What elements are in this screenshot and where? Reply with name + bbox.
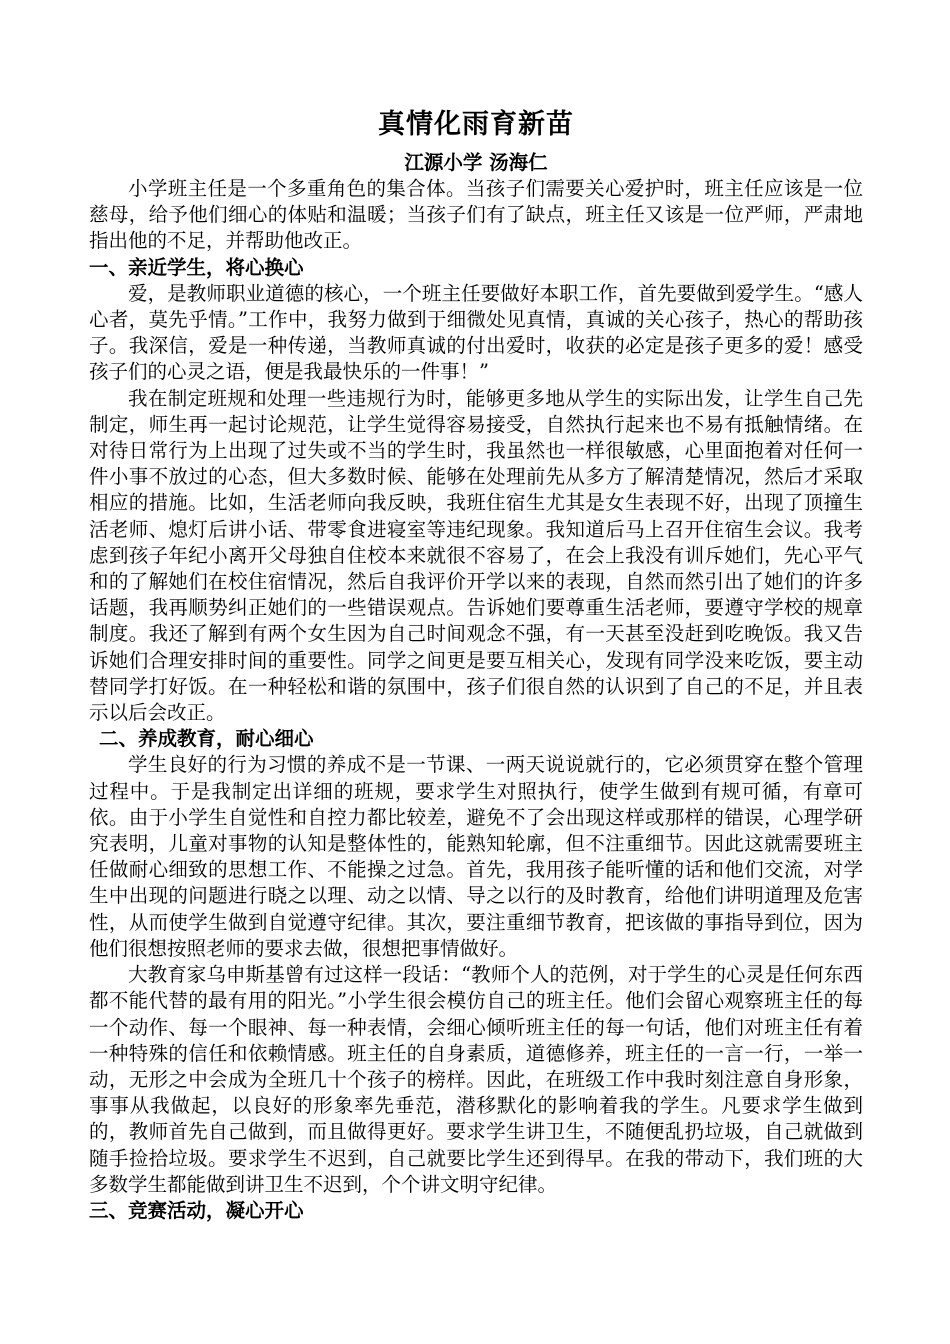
document-page [89,106,863,1224]
section-2-paragraph-2: 大教育家乌申斯基曾有过这样一段话：“教师个人的范例，对于学生的心灵是任何东西都不能代替的最有用的阳光。”小学生很会模仿自己的班主任。他们会留心观察班主任的每一个动作、每一个眼神、每一种表情，会细心倾听班主任的每一句话，他们对班主任有着一种特殊的信任和依赖情感。班主任的自身素质，道德修养，班主任的一言一行，一举一动，无形之中会成为全班几十个孩子的榜样。因此，在班级工作中我时刻注意自身形象，事事从我做起，以良好的形象率先垂范，潜移默化的影响着我的学生。凡要求学生做到的，教师首先自己做到，而且做得更好。要求学生讲卫生，不随便乱扔垃圾，自己就做到随手捡拾垃圾。要求学生不迟到，自己就要比学生还到得早。在我的带动下，我们班的大多数学生都能做到讲卫生不迟到，个个讲文明守纪律。 [89,963,863,1196]
author-byline: 江源小学 汤海仁 [404,151,548,174]
section-1-paragraph-2: 我在制定班规和处理一些违规行为时，能够更多地从学生的实际出发，让学生自己先制定，师生再一起讨论规范，让学生觉得容易接受，自然执行起来也不易有抵触情绪。在对待日常行为上出现了过失或不当的学生时，我虽然也一样很敏感，心里面抱着对任何一件小事不放过的心态，但大多数时候、能够在处理前先从多方了解清楚情况，然后才采取相应的措施。比如，生活老师向我反映，我班住宿生尤其是女生表现不好，出现了顶撞生活老师、熄灯后讲小话、带零食进寝室等违纪现象。我知道后马上召开住宿生会议。我考虑到孩子年纪小离开父母独自住校本来就很不容易了，在会上我没有训斥她们，先心平气和的了解她们在校住宿情况，然后自我评价开学以来的表现，自然而然引出了她们的许多话题，我再顺势纠正她们的一些错误观点。告诉她们要尊重生活老师，要遵守学校的规章制度。我还了解到有两个女生因为自己时间观念不强，有一天甚至没赶到吃晚饭。我又告诉她们合理安排时间的重要性。同学之间更是要互相关心，发现有同学没来吃饭，要主动替同学打好饭。在一种轻松和谐的氛围中，孩子们很自然的认识到了自己的不足，并且表示以后会改正。 [89,386,863,725]
intro-paragraph: 小学班主任是一个多重角色的集合体。当孩子们需要关心爱护时，班主任应该是一位慈母，给予他们细心的体贴和温暖；当孩子们有了缺点，班主任又该是一位严师，严肃地指出他的不足，并帮助他改正。 [89,177,863,253]
section-1-paragraph-1: 爱，是教师职业道德的核心，一个班主任要做好本职工作，首先要做到爱学生。“感人心者，莫先乎情。”工作中，我努力做到于细微处见真情，真诚的关心孩子，热心的帮助孩子。我深信，爱是一种传递，当教师真诚的付出爱时，收获的必定是孩子更多的爱！感受孩子们的心灵之语，便是我最快乐的一件事！” [89,281,863,384]
section-2-heading: 二、养成教育，耐心细心 [99,727,314,751]
section-3-heading: 三、竞赛活动，凝心开心 [89,1198,304,1222]
section-1-heading: 一、亲近学生，将心换心 [89,255,304,279]
section-2-paragraph-1: 学生良好的行为习惯的养成不是一节课、一两天说说就行的，它必须贯穿在整个管理过程中。于是我制定出详细的班规，要求学生对照执行，使学生做到有规可循，有章可依。由于小学生自觉性和自控力都比较差，避免不了会出现这样或那样的错误，心理学研究表明，儿童对事物的认知是整体性的，能熟知轮廓，但不注重细节。因此这就需要班主任做耐心细致的思想工作、不能操之过急。首先，我用孩子能听懂的话和他们交流，对学生中出现的问题进行晓之以理、动之以情、导之以行的及时教育，给他们讲明道理及危害性，从而使学生做到自觉遵守纪律。其次，要注重细节教育，把该做的事指导到位，因为他们很想按照老师的要求去做，很想把事情做好。 [89,753,863,960]
document-title: 真情化雨育新苗 [378,109,574,140]
